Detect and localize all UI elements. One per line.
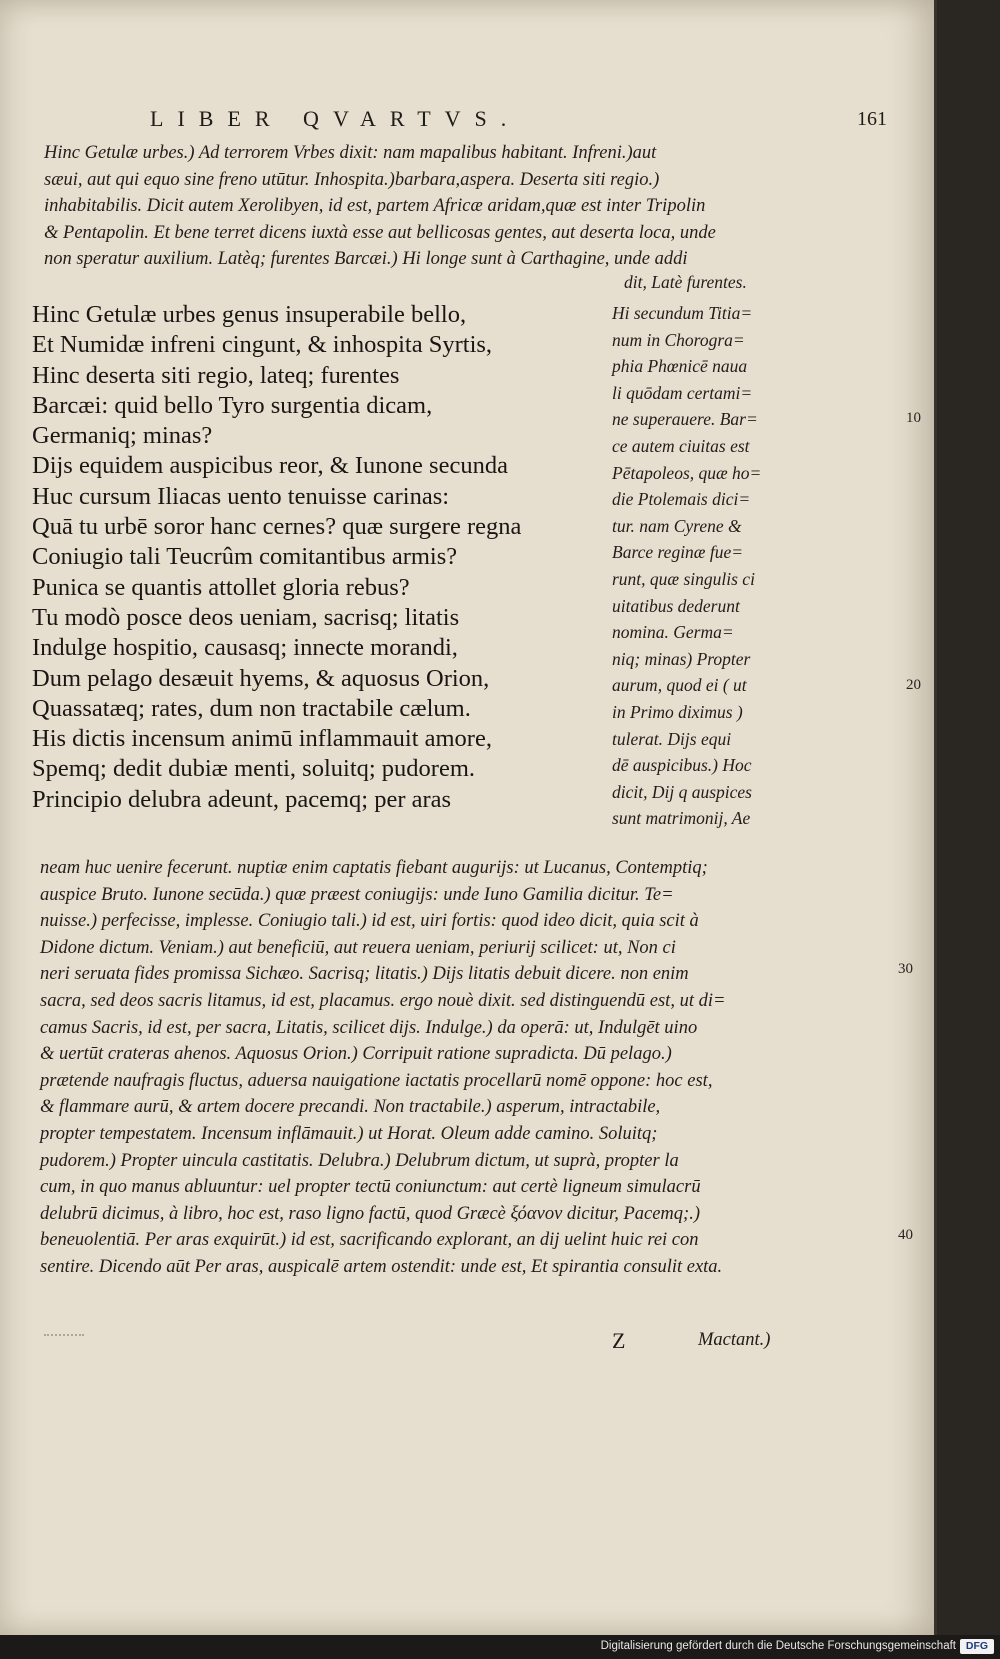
- verse-line: Dijs equidem auspicibus reor, & Iunone secunda: [32, 452, 508, 480]
- commentary-line: inhabitabilis. Dicit autem Xerolibyen, id est, partem Africæ aridam,quæ est inter Tripolin: [44, 196, 706, 217]
- catchword: Mactant.): [698, 1330, 771, 1350]
- margin-line-number: 20: [906, 677, 921, 693]
- commentary-line: cum, in quo manus abluuntur: uel propter tectū coniunctum: aut certè ligneum simulacrū: [40, 1177, 701, 1198]
- verse-line: Huc cursum Iliacas uento tenuisse carinas:: [32, 482, 450, 510]
- gloss-line: nomina. Germa=: [612, 622, 734, 643]
- page-blemish: [44, 1334, 84, 1344]
- verse-line: Dum pelago desæuit hyems, & aquosus Orion,: [32, 664, 490, 692]
- commentary-line: Didone dictum. Veniam.) aut beneficiū, aut reuera ueniam, periurij scilicet: ut, Non ci: [40, 937, 676, 958]
- gloss-line: ne superauere. Bar=: [612, 409, 758, 430]
- verse-block: [32, 300, 521, 815]
- gloss-line: li quōdam certami=: [612, 382, 753, 403]
- commentary-line: & Pentapolin. Et bene terret dicens iuxtà esse aut bellicosas gentes, aut deserta loca, unde: [44, 222, 716, 243]
- gloss-line: die Ptolemais dici=: [612, 489, 751, 510]
- verse-line: His dictis incensum animū inflammauit amore,: [32, 725, 492, 753]
- commentary-line: propter tempestatem. Incensum inflāmauit.) ut Horat. Oleum adde camino. Soluitq;: [40, 1123, 658, 1144]
- verse-line: Et Numidæ infreni cingunt, & inhospita Syrtis,: [32, 331, 493, 359]
- commentary-top: [44, 140, 716, 273]
- dfg-logo: DFG: [960, 1639, 994, 1654]
- gloss-line: Pētapoleos, quæ ho=: [612, 462, 762, 483]
- verse-line: Hinc Getulæ urbes genus insuperabile bello,: [32, 301, 467, 328]
- gloss-line: phia Phœnicē naua: [612, 356, 748, 377]
- commentary-line: sæui, aut qui equo sine freno utūtur. Inhospita.)barbara,aspera. Deserta siti regio.): [44, 169, 660, 190]
- commentary-bottom: [40, 855, 725, 1281]
- gloss-line: Hi secundum Titia=: [612, 303, 753, 323]
- margin-line-number: 30: [898, 961, 913, 977]
- gloss-line: dē auspicibus.) Hoc: [612, 755, 752, 776]
- commentary-line: sentire. Dicendo aūt Per aras, auspicalē artem ostendit: unde est, Et spirantia consulit exta.: [40, 1256, 723, 1277]
- commentary-line: nuisse.) perfecisse, implesse. Coniugio tali.) id est, uiri fortis: quod ideo dicit, quia scit à: [40, 911, 699, 932]
- gloss-line: dicit, Dij q auspices: [612, 781, 752, 802]
- gloss-line: aurum, quod ei ( ut: [612, 675, 747, 696]
- commentary-line: Hinc Getulæ urbes.) Ad terrorem Vrbes dixit: nam mapalibus habitant. Infreni.)aut: [44, 143, 657, 163]
- commentary-line: camus Sacris, id est, per sacra, Litatis, scilicet dijs. Indulge.) da operā: ut, Indulgēt uino: [40, 1017, 698, 1038]
- commentary-line: & flammare aurū, & artem docere precandi. Non tractabile.) asperum, intractabile,: [40, 1097, 661, 1118]
- commentary-line: pudorem.) Propter uincula castitatis. Delubra.) Delubrum dictum, ut suprà, propter la: [40, 1150, 679, 1171]
- gloss-line: niq; minas) Propter: [612, 648, 751, 669]
- folio-number: 161: [857, 108, 887, 130]
- gloss-line: runt, quæ singulis ci: [612, 568, 755, 589]
- running-head: LIBER QVARTVS.: [150, 106, 521, 131]
- gloss-line: ce autem ciuitas est: [612, 435, 750, 456]
- commentary-line: auspice Bruto. Iunone secūda.) quæ præest coniugijs: unde Iuno Gamilia dicitur. Te=: [40, 884, 674, 905]
- gloss-line: in Primo diximus ): [612, 701, 743, 722]
- commentary-line: neam huc uenire fecerunt. nuptiæ enim captatis fiebant augurijs: ut Lucanus, Contemptiq;: [40, 858, 708, 878]
- commentary-line: sacra, sed deos sacris litamus, id est, placamus. ergo nouè dixit. sed distinguendū est, ut di=: [40, 990, 726, 1011]
- commentary-line: neri seruata fides promissa Sichæo. Sacrisq; litatis.) Dijs litatis debuit dicere. non enim: [40, 964, 689, 985]
- commentary-line: delubrū dicimus, à libro, hoc est, raso ligno factū, quod Græcè ξόανον dicitur, Pacemq;.): [40, 1203, 700, 1224]
- verse-line: Indulge hospitio, causasq; innecte morandi,: [32, 634, 458, 662]
- verse-line: Quassatæq; rates, dum non tractabile cælum.: [32, 694, 471, 722]
- signature-mark: Z: [612, 1328, 626, 1353]
- margin-line-number: 10: [906, 410, 921, 426]
- verse-line: Hinc deserta siti regio, lateq; furentes: [32, 361, 400, 389]
- verse-line: Punica se quantis attollet gloria rebus?: [32, 573, 410, 601]
- gloss-line: sunt matrimonij, Ae: [612, 808, 751, 829]
- gloss-line: num in Chorogra=: [612, 329, 745, 350]
- commentary-line: beneuolentiā. Per aras exquirūt.) id est, sacrificando explorant, an dij uelint huic rei con: [40, 1230, 699, 1251]
- margin-line-number: 40: [898, 1227, 913, 1243]
- gloss-line: uitatibus dederunt: [612, 595, 740, 616]
- verse-line: Barcæi: quid bello Tyro surgentia dicam,: [32, 391, 433, 419]
- gloss-line: tur. nam Cyrene &: [612, 515, 742, 536]
- verse-line: Coniugio tali Teucrûm comitantibus armis?: [32, 543, 458, 571]
- marginal-gloss: [612, 300, 761, 832]
- gloss-line: tulerat. Dijs equi: [612, 728, 732, 749]
- verse-line: Spemq; dedit dubiæ menti, soluitq; pudorem.: [32, 755, 476, 783]
- footer-credit: Digitalisierung gefördert durch die Deutsche Forschungsgemeinschaft: [600, 1640, 956, 1652]
- verse-line: Germaniq; minas?: [32, 422, 213, 450]
- verse-line: Quā tu urbē soror hanc cernes? quæ surgere regna: [32, 513, 522, 541]
- gloss-line: Barce reginæ fue=: [612, 542, 744, 563]
- verse-line: Principio delubra adeunt, pacemq; per aras: [32, 785, 452, 813]
- commentary-line: prætende naufragis fluctus, aduersa nauigatione iactatis procellarū nomē oppone: hoc est,: [40, 1070, 713, 1091]
- commentary-line: non speratur auxilium. Latèq; furentes Barcæi.) Hi longe sunt à Carthagine, unde addi: [44, 249, 688, 270]
- verse-line: Tu modò posce deos ueniam, sacrisq; litatis: [32, 603, 460, 631]
- commentary-line: & uertūt crateras ahenos. Aquosus Orion.) Corripuit ratione supradicta. Dū pelago.): [40, 1044, 672, 1065]
- gloss-line: dit, Latè furentes.: [624, 272, 747, 292]
